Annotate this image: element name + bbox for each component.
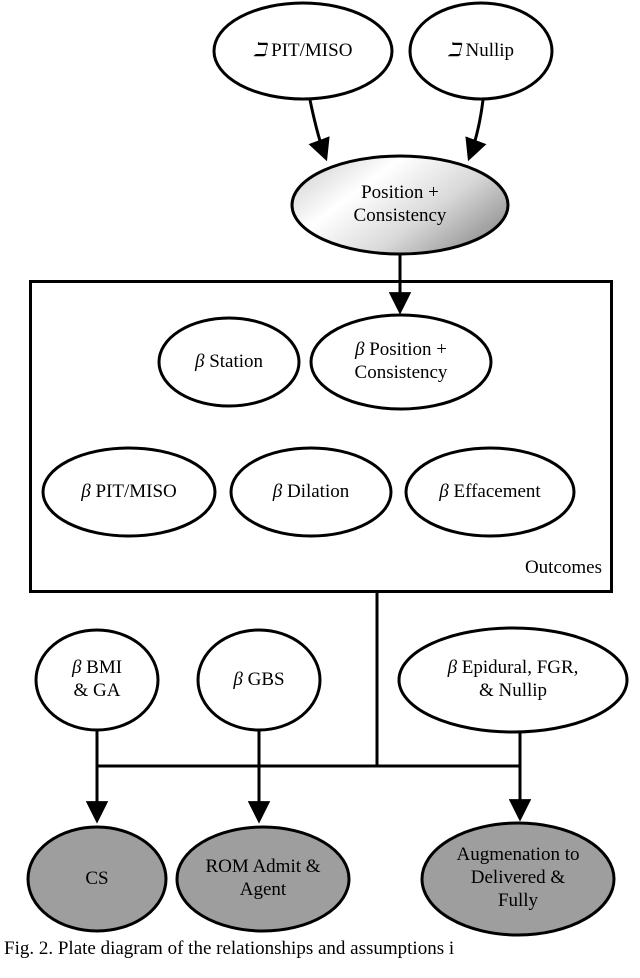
node-beta-epidural-fgr-nullip (399, 628, 627, 732)
label-beta-station: β Station (194, 351, 264, 372)
label-beta-gbs: β GBS (233, 669, 285, 690)
label-pit-miso-top: ℶ PIT/MISO (253, 40, 353, 61)
node-rom-admit-agent (177, 827, 349, 931)
label-beta-dilation: β Dilation (272, 481, 350, 502)
node-nullip-top (410, 3, 552, 99)
label-beta-effacement: β Effacement (439, 481, 541, 502)
node-beta-station (159, 318, 299, 406)
edge-nullip-to-position (470, 100, 483, 156)
label-beta-position-consistency: β Position + Consistency (354, 339, 448, 384)
label-beta-pit-miso: β PIT/MISO (81, 481, 177, 502)
outcomes-plate (31, 282, 612, 592)
node-beta-effacement (406, 448, 574, 536)
node-beta-pit-miso (43, 448, 215, 536)
node-beta-gbs (198, 630, 320, 730)
node-augmenation-delivered-fully (422, 823, 614, 935)
label-nullip-top: ℶ Nullip (447, 40, 515, 61)
node-position-consistency (292, 156, 508, 254)
label-beta-bmi-ga: β BMI & GA (71, 657, 123, 702)
label-rom-admit-agent: ROM Admit & Agent (205, 856, 321, 901)
node-beta-bmi-ga (36, 630, 158, 730)
outcomes-plate-label: Outcomes (524, 557, 602, 578)
label-cs: CS (85, 868, 109, 889)
node-beta-dilation (231, 448, 391, 536)
label-beta-epidural-fgr-nullip: β Epidural, FGR, & Nullip (447, 657, 579, 702)
node-pit-miso-top (214, 3, 392, 99)
node-cs (28, 827, 166, 931)
figure-caption: Fig. 2. Plate diagram of the relationships and assumptions i (4, 938, 455, 959)
label-augmenation-delivered-fully: Augmenation to Delivered & Fully (456, 844, 580, 912)
label-position-consistency: Position + Consistency (353, 182, 447, 227)
edge-pit-miso-to-position (310, 100, 325, 156)
node-beta-position-consistency (311, 315, 491, 409)
